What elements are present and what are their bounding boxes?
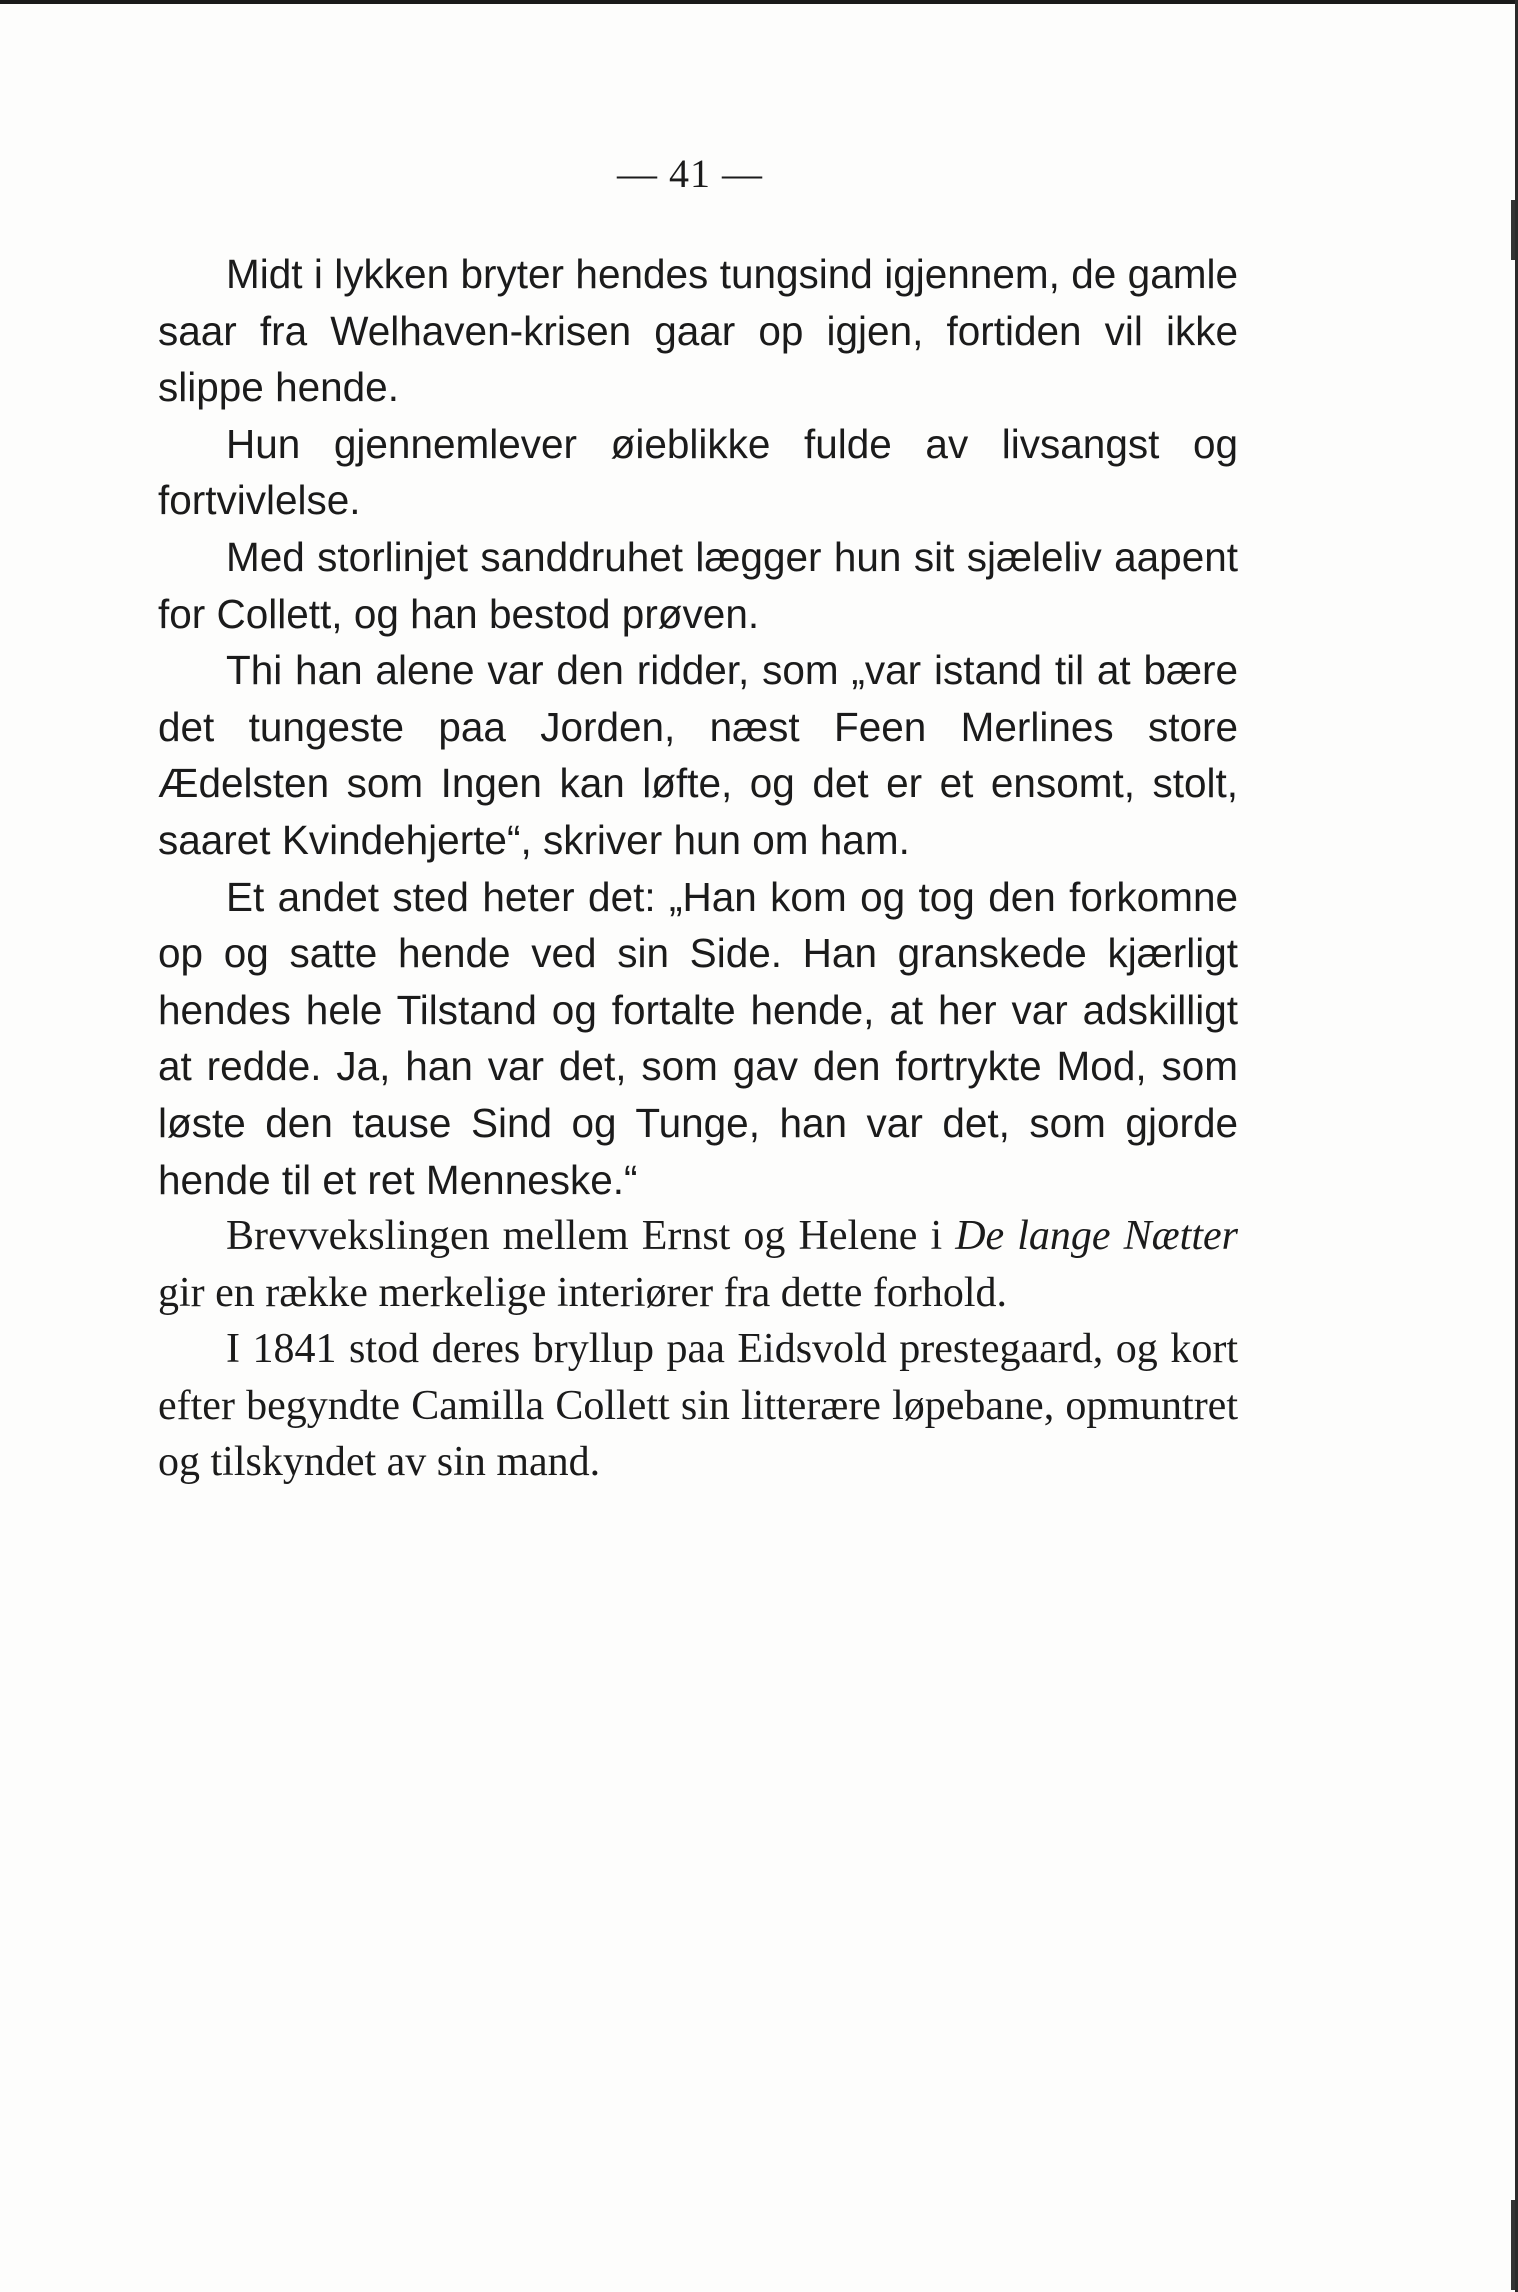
scan-top-edge xyxy=(0,0,1518,4)
scan-edge-mark xyxy=(1511,200,1515,260)
page-number: — 41 — xyxy=(617,151,763,196)
scan-edge-mark xyxy=(1511,2200,1515,2290)
body-text xyxy=(158,246,1238,1491)
paragraph-6-before: Brevvekslingen mellem Ernst og Helene i xyxy=(226,1213,956,1260)
paragraph-6 xyxy=(158,1208,1238,1321)
paragraph-7: I 1841 stod deres bryllup paa Eidsvold prestegaard, og kort efter begyndte Camilla Collett sin litterære løpebane, opmuntret og tilskyndet av sin mand. xyxy=(158,1326,1238,1486)
paragraph-2: Hun gjennemlever øieblikke fulde av livsangst og fortvivlelse. xyxy=(158,420,1238,524)
paragraph-1: Midt i lykken bryter hendes tungsind igjennem, de gamle saar fra Welhaven-krisen gaar op igjen, fortiden vil ikke slippe hende. xyxy=(158,251,1238,411)
paragraph-3: Med storlinjet sanddruhet lægger hun sit sjæleliv aapent for Collett, og han bestod prøven. xyxy=(158,533,1238,637)
book-title: De lange Nætter xyxy=(955,1213,1238,1260)
paragraph-6-after: gir en række merkelige interiører fra dette forhold. xyxy=(158,1269,1007,1316)
paragraph-4: Thi han alene var den ridder, som „var istand til at bære det tungeste paa Jorden, næst Feen Merlines store Ædelsten som Ingen kan løfte, og det er et ensomt, stolt, saaret Kvindehjerte“, skriver hun om ham. xyxy=(158,647,1238,863)
paragraph-5: Et andet sted heter det: „Han kom og tog den forkomne op og satte hende ved sin Side. Han granskede kjærligt hendes hele Tilstand og fortalte hende, at her var adskilligt at redde. Ja, han var det, som gav den fortrykte Mod, som løste den tause Sind og Tunge, han var det, som gjorde hende til et ret Menneske.“ xyxy=(158,873,1238,1203)
